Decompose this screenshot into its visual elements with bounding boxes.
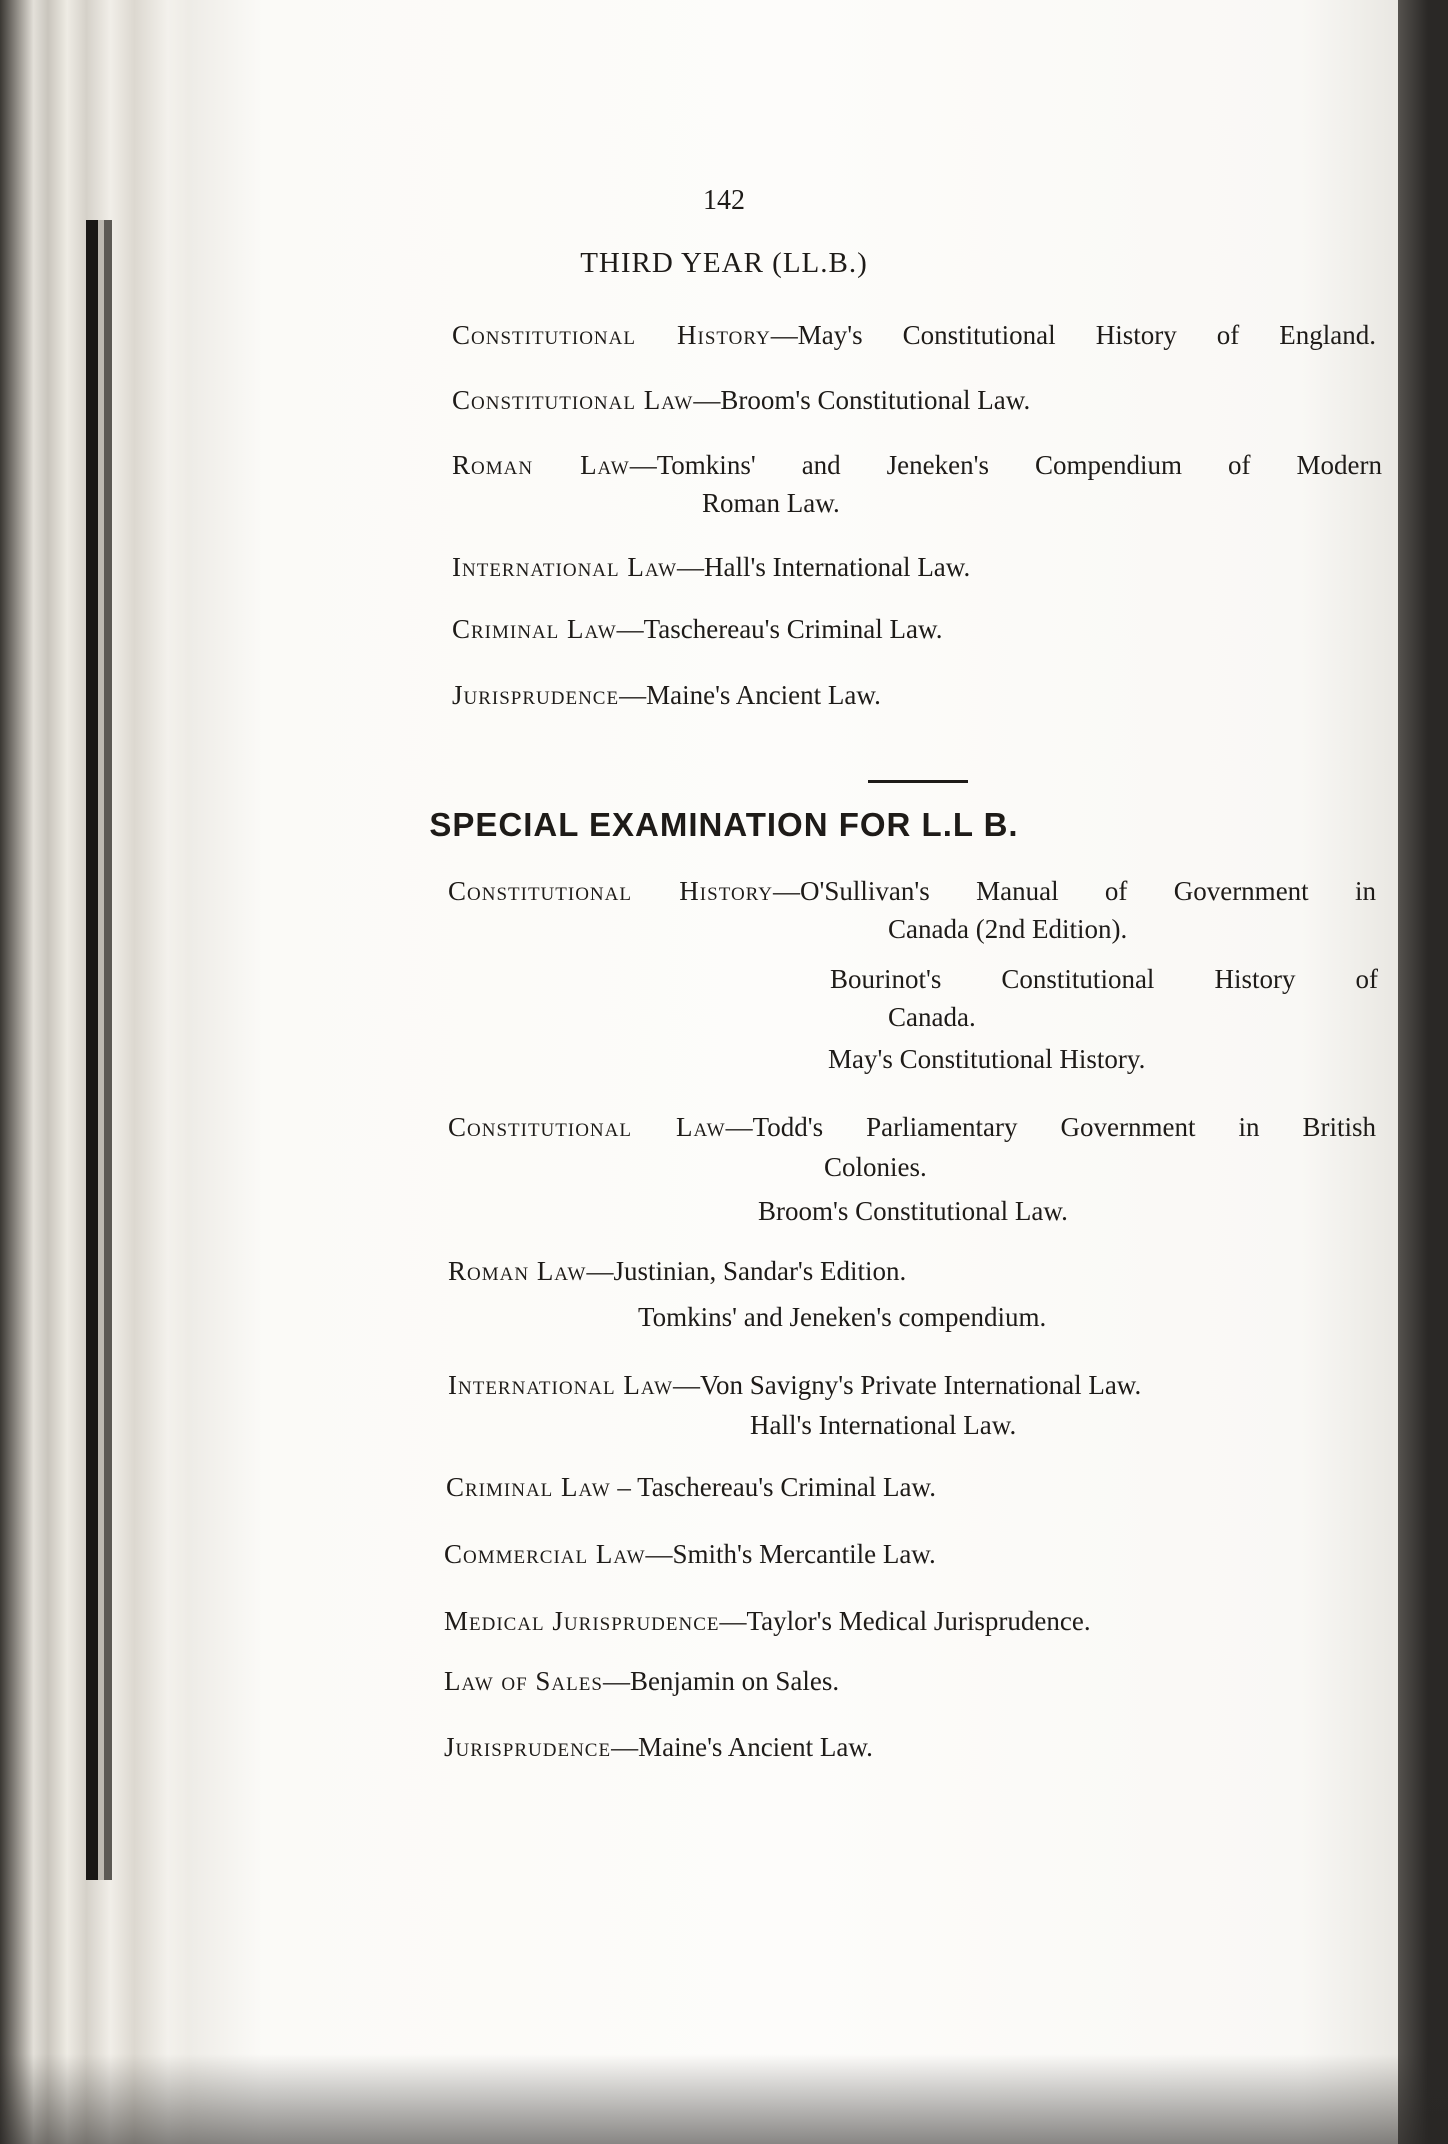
additional-text: Bourinot's Constitutional History of	[830, 964, 1378, 994]
entry-text: —Taylor's Medical Jurisprudence.	[719, 1606, 1091, 1636]
entry-text: —Benjamin on Sales.	[602, 1666, 840, 1696]
additional-text: Broom's Constitutional Law.	[758, 1196, 1068, 1226]
section-divider	[868, 780, 968, 783]
special-entry	[444, 1730, 873, 1764]
entry-continuation: Canada (2nd Edition).	[888, 914, 1128, 944]
special-entry	[444, 1604, 1091, 1638]
subject-name: Commercial Law	[444, 1539, 646, 1569]
entry-text: —Tomkins' and Jeneken's Compendium of Modern	[629, 450, 1382, 480]
additional-text: Hall's International Law.	[750, 1410, 1017, 1440]
entry-text: —Broom's Constitutional Law.	[693, 385, 1031, 415]
subject-name: Roman Law	[452, 450, 630, 480]
third-year-entry	[452, 678, 881, 712]
third-year-heading: THIRD YEAR (LL.B.)	[580, 247, 868, 279]
entry-text: —Smith's Mercantile Law.	[645, 1539, 936, 1569]
subject-name: Criminal Law	[452, 614, 617, 644]
special-entry	[448, 1368, 1141, 1402]
book-spine-shadow	[86, 220, 98, 1880]
subject-name: Criminal Law	[446, 1472, 611, 1502]
subject-name: Constitutional History	[448, 876, 774, 906]
subject-name: Jurisprudence	[444, 1732, 612, 1762]
subject-name: Constitutional Law	[452, 385, 694, 415]
entry-text: —Todd's Parliamentary Government in British	[725, 1112, 1376, 1142]
special-entry	[448, 1110, 1376, 1144]
bottom-shadow	[0, 2054, 1448, 2144]
entry-text: —O'Sullivan's Manual of Government in	[773, 876, 1377, 906]
third-year-entry	[452, 448, 1382, 482]
entry-text: —Maine's Ancient Law.	[611, 1732, 873, 1762]
special-examination-heading: SPECIAL EXAMINATION FOR L.L B.	[429, 806, 1019, 843]
page-number: 142	[703, 185, 745, 216]
entry-text: —Hall's International Law.	[677, 552, 971, 582]
special-entry	[448, 874, 1376, 908]
subject-name: Constitutional History	[452, 320, 771, 350]
subject-name: International Law	[452, 552, 678, 582]
subject-name: Law of Sales	[444, 1666, 603, 1696]
subject-name: Medical Jurisprudence	[444, 1606, 720, 1636]
special-entry	[444, 1664, 839, 1698]
subject-name: Roman Law	[448, 1256, 587, 1286]
special-entry	[448, 1254, 906, 1288]
additional-text: Tomkins' and Jeneken's compendium.	[638, 1302, 1047, 1332]
entry-text: —Justinian, Sandar's Edition.	[586, 1256, 907, 1286]
third-year-entry	[452, 318, 1376, 352]
special-entry	[444, 1537, 936, 1571]
right-margin-shadow	[1398, 0, 1448, 2144]
third-year-entry	[452, 383, 1030, 417]
entry-text: – Taschereau's Criminal Law.	[610, 1472, 937, 1502]
entry-continuation: Canada.	[888, 1002, 976, 1032]
entry-continuation: Roman Law.	[702, 488, 840, 518]
entry-text: —Taschereau's Criminal Law.	[616, 614, 943, 644]
subject-name: Jurisprudence	[452, 680, 620, 710]
subject-name: Constitutional Law	[448, 1112, 726, 1142]
entry-text: —Von Savigny's Private International Law.	[673, 1370, 1142, 1400]
entry-continuation: Colonies.	[824, 1152, 927, 1182]
third-year-entry	[452, 550, 970, 584]
third-year-entry	[452, 612, 943, 646]
additional-text: May's Constitutional History.	[828, 1044, 1146, 1074]
entry-text: —May's Constitutional History of England.	[770, 320, 1377, 350]
special-entry	[446, 1470, 936, 1504]
subject-name: International Law	[448, 1370, 674, 1400]
entry-text: —Maine's Ancient Law.	[619, 680, 881, 710]
